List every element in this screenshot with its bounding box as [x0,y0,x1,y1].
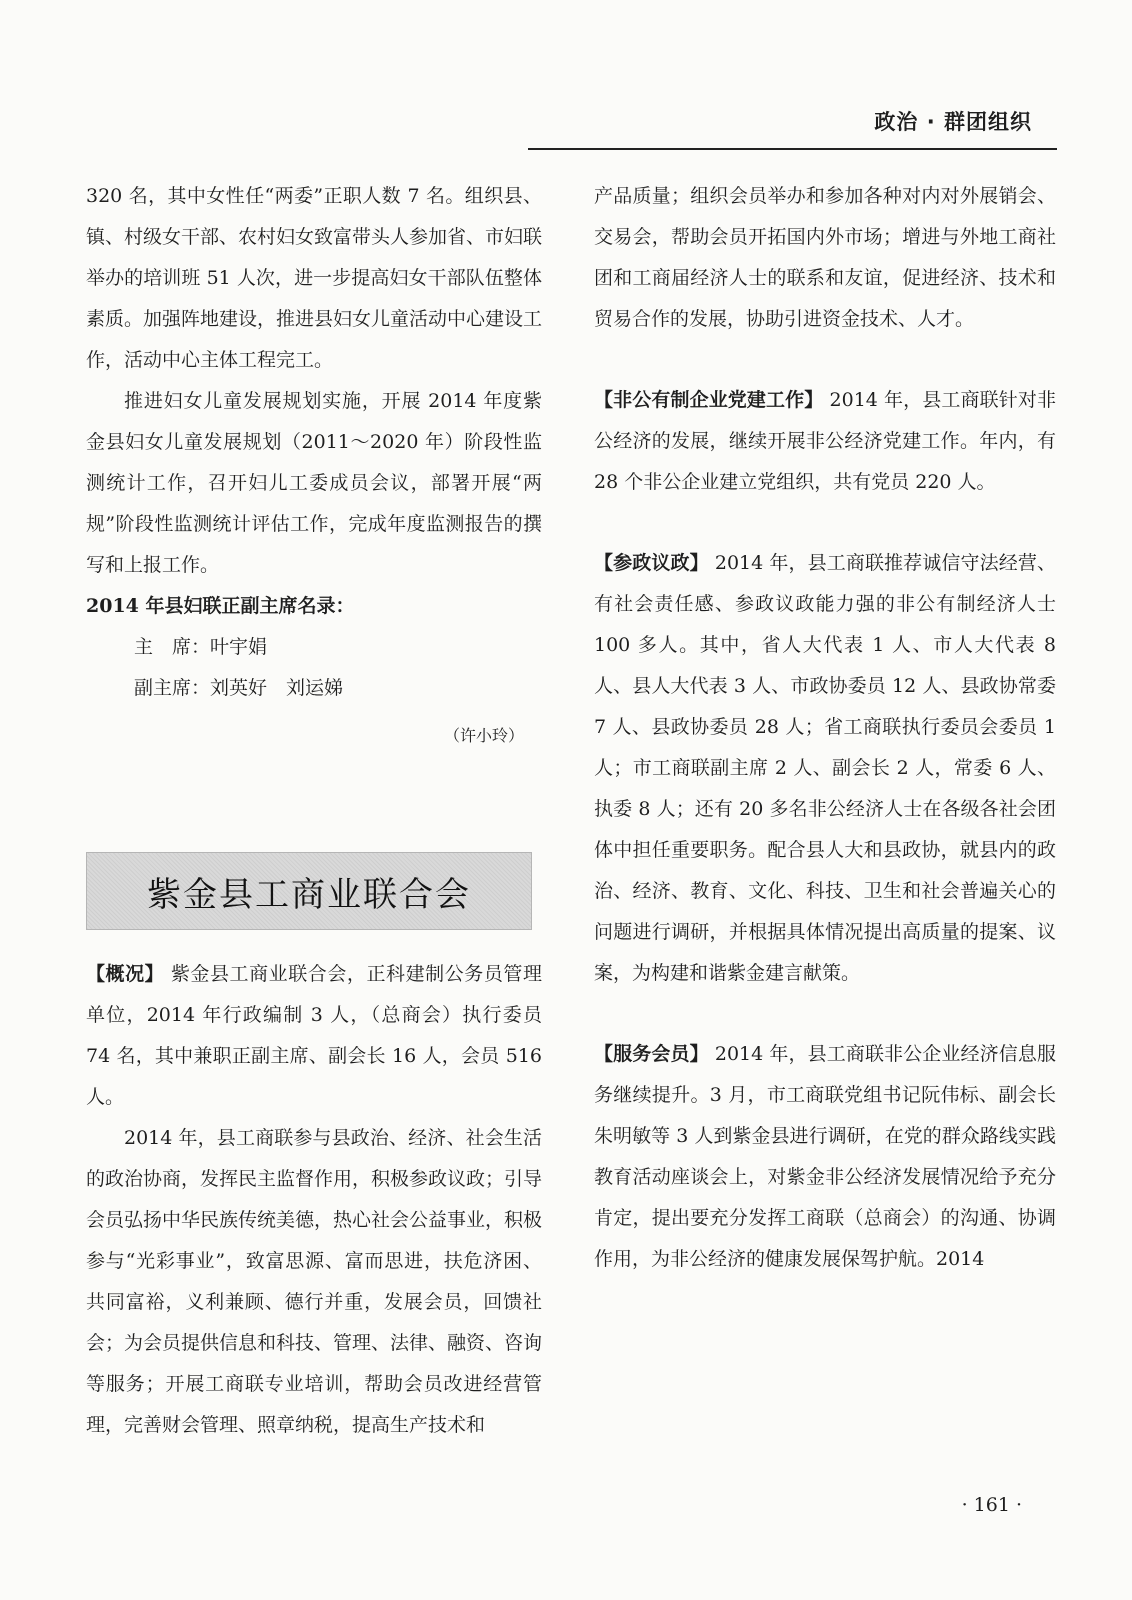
section-gap [594,340,1056,380]
section-text: 2014 年，县工商联非公企业经济信息服务继续提升。3 月，市工商联党组书记阮伟标、副会长朱明敏等 3 人到紫金县进行调研，在党的群众路线实践教育活动座谈会上，对紫金非公经济发展情况给予充分肯定，提出要充分发挥工商联（总商会）的沟通、协调作用，为非公经济的健康发展保驾护航。2014 [594,1043,1056,1270]
right-column [594,176,1056,1280]
section-text: 紫金县工商业联合会，正科建制公务员管理单位，2014 年行政编制 3 人，（总商会）执行委员 74 名，其中兼职正副主席、副会长 16 人，会员 516 人。 [86,963,542,1108]
section-gap [594,503,1056,543]
section-text: 2014 年，县工商联推荐诚信守法经营、有社会责任感、参政议政能力强的非公有制经济人士 100 多人。其中，省人大代表 1 人、市人大代表 8 人、县人大代表 3 人、市政协委员 12 人、县政协常委 7 人、县政协委员 28 人；省工商联执行委员会委员 1 人；市工商联副主席 2 人、副会长 2 人，常委 6 人、执委 8 人；还有 20 多名非公经济人士在各级各社会团体中担任重要职务。配合县人大和县政协，就县内的政治、经济、教育、文化、科技、卫生和社会普遍关心的问题进行调研，并根据具体情况提出高质量的提案、议案，为构建和谐紫金建言献策。 [594,552,1056,984]
political-participation-paragraph [594,543,1056,994]
section-text: 2014 年，县工商联针对非公经济的发展，继续开展非公经济党建工作。年内，有 28 个非公企业建立党组织，共有党员 220 人。 [594,389,1056,493]
author-credit: （许小玲） [443,726,524,745]
section-head: 【参政议政】 [594,552,709,574]
paragraph: 2014 年，县工商联参与县政治、经济、社会生活的政治协商，发挥民主监督作用，积极参政议政；引导会员弘扬中华民族传统美德，热心社会公益事业，积极参与“光彩事业”，致富思源、富而思进，扶危济困、共同富裕，义利兼顾、德行并重，发展会员，回馈社会；为会员提供信息和科技、管理、法律、融资、咨询等服务；开展工商联专业培训，帮助会员改进经营管理，完善财会管理、照章纳税，提高生产技术和 [86,1127,543,1436]
section-head: 【非公有制企业党建工作】 [594,389,824,411]
chair-entry: 主 席：叶宇娟 [134,636,268,658]
page-number: · 161 · [961,1494,1022,1516]
paragraph: 推进妇女儿童发展规划实施，开展 2014 年度紫金县妇女儿童发展规划（2011～2020 年）阶段性监测统计工作，召开妇儿工委成员会议，部署开展“两规”阶段性监测统计评估工作，完成年度监测报告的撰写和上报工作。 [86,390,542,576]
paragraph: 320 名，其中女性任“两委”正职人数 7 名。组织县、镇、村级女干部、农村妇女致富带头人参加省、市妇联举办的培训班 51 人次，进一步提高妇女干部队伍整体素质。加强阵地建设，推进县妇女儿童活动中心建设工作，活动中心主体工程完工。 [86,185,543,371]
section-gap [594,994,1056,1034]
section-banner-title: 紫金县工商业联合会 [147,874,471,915]
section-banner [86,852,532,930]
header-rule [528,148,1057,150]
overview-paragraph [86,954,542,1118]
left-column-upper [86,176,542,756]
list-title: 2014 年县妇联正副主席名录： [86,595,355,617]
running-header: 政治 · 群团组织 [874,110,1032,134]
section-head: 【概况】 [86,963,165,985]
vice-chair-entry: 副主席：刘英好 刘运娣 [134,677,344,699]
left-column-lower [86,954,542,1446]
section-head: 【服务会员】 [594,1043,709,1065]
party-building-paragraph [594,380,1056,503]
member-service-paragraph [594,1034,1056,1280]
paragraph: 产品质量；组织会员举办和参加各种对内对外展销会、交易会，帮助会员开拓国内外市场；增进与外地工商社团和工商届经济人士的联系和友谊，促进经济、技术和贸易合作的发展，协助引进资金技术、人才。 [594,185,1056,330]
